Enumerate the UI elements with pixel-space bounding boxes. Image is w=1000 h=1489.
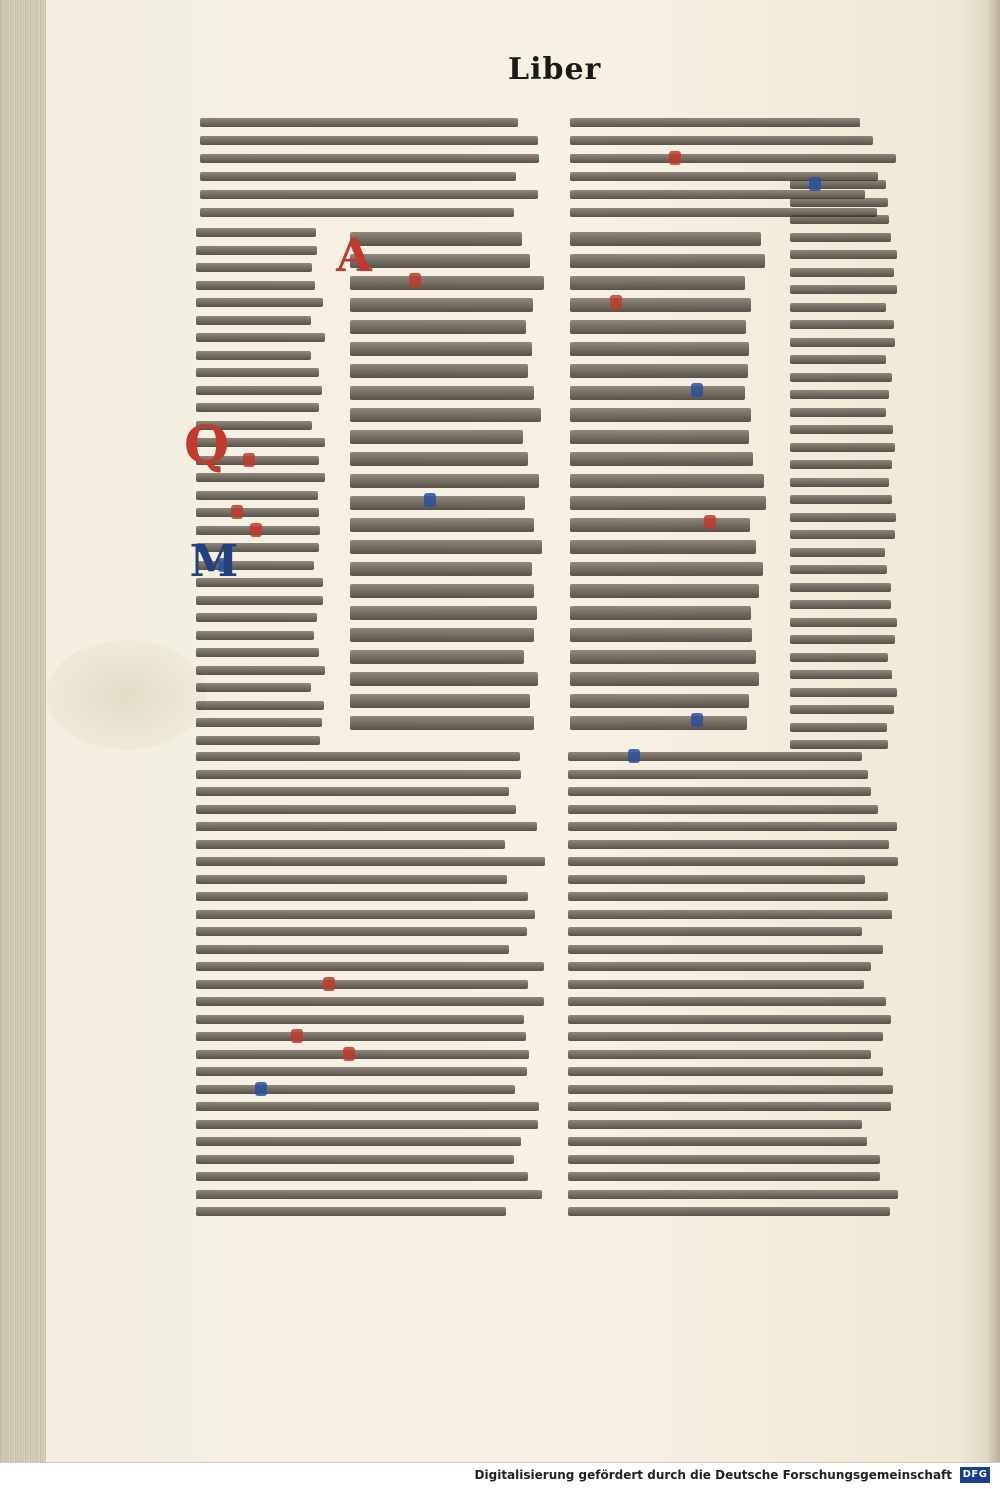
- text-line: [350, 672, 538, 686]
- text-line: [350, 254, 530, 268]
- text-line: [196, 875, 507, 884]
- paragraph-mark: [409, 273, 421, 287]
- text-line: [196, 403, 319, 412]
- text-line: [350, 584, 534, 598]
- text-line: [570, 430, 749, 444]
- text-line: [568, 787, 871, 796]
- text-line: [570, 562, 763, 576]
- text-line: [570, 254, 765, 268]
- text-line: [350, 562, 532, 576]
- text-line: [570, 298, 751, 312]
- text-line: [790, 705, 894, 714]
- text-line: [196, 648, 319, 657]
- text-line: [568, 1155, 880, 1164]
- text-line: [568, 1085, 893, 1094]
- text-line: [196, 666, 325, 675]
- paragraph-mark: [250, 523, 262, 537]
- page-edge-right: [986, 0, 1000, 1462]
- text-line: [790, 583, 891, 592]
- text-line: [196, 1155, 514, 1164]
- text-line: [200, 190, 538, 199]
- text-line: [196, 736, 320, 745]
- text-line: [196, 1085, 515, 1094]
- footer-bar: [0, 1462, 1000, 1489]
- text-line: [196, 1190, 542, 1199]
- text-line: [350, 276, 544, 290]
- text-line: [790, 478, 889, 487]
- paragraph-mark: [255, 1082, 267, 1096]
- text-line: [196, 228, 316, 237]
- text-line: [570, 518, 750, 532]
- text-line: [570, 320, 746, 334]
- text-line: [350, 320, 526, 334]
- text-line: [196, 927, 527, 936]
- paragraph-mark: [243, 453, 255, 467]
- dfg-logo: DFG: [960, 1467, 990, 1483]
- paragraph-mark: [343, 1047, 355, 1061]
- text-line: [200, 154, 539, 163]
- text-line: [350, 342, 532, 356]
- text-line: [350, 540, 542, 554]
- text-line: [568, 1050, 871, 1059]
- text-line: [790, 373, 892, 382]
- text-line: [196, 1067, 527, 1076]
- text-line: [350, 298, 533, 312]
- text-line: [570, 496, 766, 510]
- text-line: [790, 513, 896, 522]
- text-line: [790, 425, 893, 434]
- text-line: [196, 1120, 538, 1129]
- text-line: [568, 1102, 891, 1111]
- text-line: [790, 548, 885, 557]
- text-line: [196, 770, 521, 779]
- text-line: [790, 303, 886, 312]
- text-line: [570, 232, 761, 246]
- text-line: [196, 351, 311, 360]
- text-line: [350, 496, 525, 510]
- text-line: [350, 408, 541, 422]
- text-line: [568, 892, 888, 901]
- text-line: [350, 694, 530, 708]
- text-line: [196, 491, 318, 500]
- page-edge-left: [0, 0, 46, 1462]
- text-line: [350, 650, 524, 664]
- text-line: [568, 1137, 867, 1146]
- paragraph-mark: [323, 977, 335, 991]
- text-line: [196, 701, 324, 710]
- text-line: [570, 276, 745, 290]
- text-line: [200, 118, 518, 127]
- text-line: [570, 474, 764, 488]
- main-text-column-right: [570, 232, 768, 732]
- paper-stain: [46, 640, 206, 750]
- paragraph-mark: [809, 177, 821, 191]
- text-line: [568, 1207, 890, 1216]
- text-line: [790, 740, 888, 749]
- text-line: [790, 390, 889, 399]
- text-line: [790, 180, 886, 189]
- text-line: [568, 927, 862, 936]
- gloss-column-left-top: [200, 118, 545, 228]
- text-line: [350, 386, 534, 400]
- running-head: Liber: [508, 52, 602, 87]
- gloss-column-right-narrow: [790, 180, 898, 750]
- text-line: [196, 316, 311, 325]
- text-line: [790, 460, 892, 469]
- paragraph-mark: [424, 493, 436, 507]
- paragraph-mark: [704, 515, 716, 529]
- text-line: [196, 368, 319, 377]
- text-line: [196, 1050, 529, 1059]
- funding-credit: Digitalisierung gefördert durch die Deutsche Forschungsgemeinschaft: [474, 1468, 952, 1482]
- text-line: [568, 945, 883, 954]
- text-line: [790, 250, 897, 259]
- text-line: [570, 672, 759, 686]
- text-line: [568, 822, 897, 831]
- text-line: [350, 364, 528, 378]
- text-line: [568, 1190, 898, 1199]
- gloss-column-left-bottom: [196, 752, 546, 1222]
- text-line: [350, 474, 539, 488]
- text-line: [196, 386, 322, 395]
- text-line: [568, 1067, 883, 1076]
- text-line: [196, 787, 509, 796]
- text-line: [790, 653, 888, 662]
- text-line: [790, 268, 894, 277]
- text-line: [568, 752, 862, 761]
- text-line: [196, 631, 314, 640]
- text-line: [200, 136, 538, 145]
- text-line: [568, 1032, 883, 1041]
- text-line: [570, 452, 753, 466]
- text-line: [196, 1015, 524, 1024]
- text-line: [568, 1172, 880, 1181]
- text-line: [196, 752, 520, 761]
- text-line: [350, 716, 534, 730]
- text-line: [200, 208, 514, 217]
- text-line: [790, 723, 887, 732]
- text-line: [196, 1032, 526, 1041]
- text-line: [196, 840, 505, 849]
- text-line: [568, 840, 889, 849]
- text-line: [196, 298, 323, 307]
- text-line: [568, 875, 865, 884]
- text-line: [570, 118, 860, 127]
- text-line: [790, 233, 891, 242]
- text-line: [790, 565, 887, 574]
- text-line: [570, 342, 749, 356]
- text-line: [570, 408, 751, 422]
- text-line: [196, 910, 535, 919]
- text-line: [790, 618, 897, 627]
- text-line: [196, 822, 537, 831]
- gloss-column-left-narrow: [196, 228, 326, 748]
- text-line: [570, 606, 751, 620]
- text-line: [570, 628, 752, 642]
- text-line: [196, 281, 315, 290]
- text-line: [196, 718, 322, 727]
- rubricated-initial: Q: [184, 415, 230, 476]
- text-line: [570, 136, 873, 145]
- text-line: [196, 613, 317, 622]
- text-line: [196, 997, 544, 1006]
- text-line: [350, 628, 534, 642]
- text-line: [196, 980, 528, 989]
- rubricated-initial: M: [189, 536, 239, 587]
- text-line: [570, 540, 756, 554]
- text-line: [570, 584, 759, 598]
- paragraph-mark: [291, 1029, 303, 1043]
- text-line: [196, 683, 311, 692]
- paragraph-mark: [610, 295, 622, 309]
- paragraph-mark: [669, 151, 681, 165]
- text-line: [196, 892, 528, 901]
- text-line: [350, 430, 523, 444]
- text-line: [196, 1207, 506, 1216]
- text-line: [350, 232, 522, 246]
- rubricated-initial: A: [336, 228, 372, 282]
- text-line: [568, 1015, 891, 1024]
- text-line: [196, 962, 544, 971]
- paragraph-mark: [691, 383, 703, 397]
- text-line: [570, 694, 749, 708]
- gloss-column-right-bottom: [568, 752, 900, 1222]
- text-line: [568, 1120, 862, 1129]
- text-line: [570, 716, 747, 730]
- text-line: [196, 945, 509, 954]
- text-line: [790, 285, 897, 294]
- text-line: [570, 386, 745, 400]
- text-line: [196, 596, 323, 605]
- text-line: [568, 805, 878, 814]
- text-line: [790, 443, 895, 452]
- text-line: [790, 320, 894, 329]
- text-line: [568, 770, 868, 779]
- text-line: [790, 215, 889, 224]
- text-line: [790, 338, 895, 347]
- text-line: [790, 408, 886, 417]
- text-line: [568, 980, 864, 989]
- text-line: [790, 670, 892, 679]
- text-line: [570, 154, 896, 163]
- text-line: [568, 910, 892, 919]
- text-line: [790, 530, 895, 539]
- main-text-column-left: [350, 232, 545, 732]
- text-line: [350, 452, 528, 466]
- text-line: [790, 495, 892, 504]
- text-line: [568, 962, 871, 971]
- text-line: [570, 650, 756, 664]
- text-line: [568, 857, 898, 866]
- text-line: [196, 508, 319, 517]
- paragraph-mark: [231, 505, 243, 519]
- text-line: [196, 263, 312, 272]
- text-line: [196, 333, 325, 342]
- text-line: [200, 172, 516, 181]
- text-line: [196, 1172, 528, 1181]
- paragraph-mark: [691, 713, 703, 727]
- text-line: [790, 198, 888, 207]
- text-line: [196, 1137, 521, 1146]
- text-line: [790, 600, 891, 609]
- text-line: [790, 688, 897, 697]
- text-line: [568, 997, 886, 1006]
- text-line: [196, 1102, 539, 1111]
- text-line: [196, 857, 545, 866]
- text-line: [790, 635, 895, 644]
- text-line: [350, 606, 537, 620]
- text-line: [790, 355, 886, 364]
- text-line: [196, 805, 516, 814]
- text-line: [196, 246, 317, 255]
- text-line: [570, 364, 748, 378]
- paragraph-mark: [628, 749, 640, 763]
- text-line: [350, 518, 534, 532]
